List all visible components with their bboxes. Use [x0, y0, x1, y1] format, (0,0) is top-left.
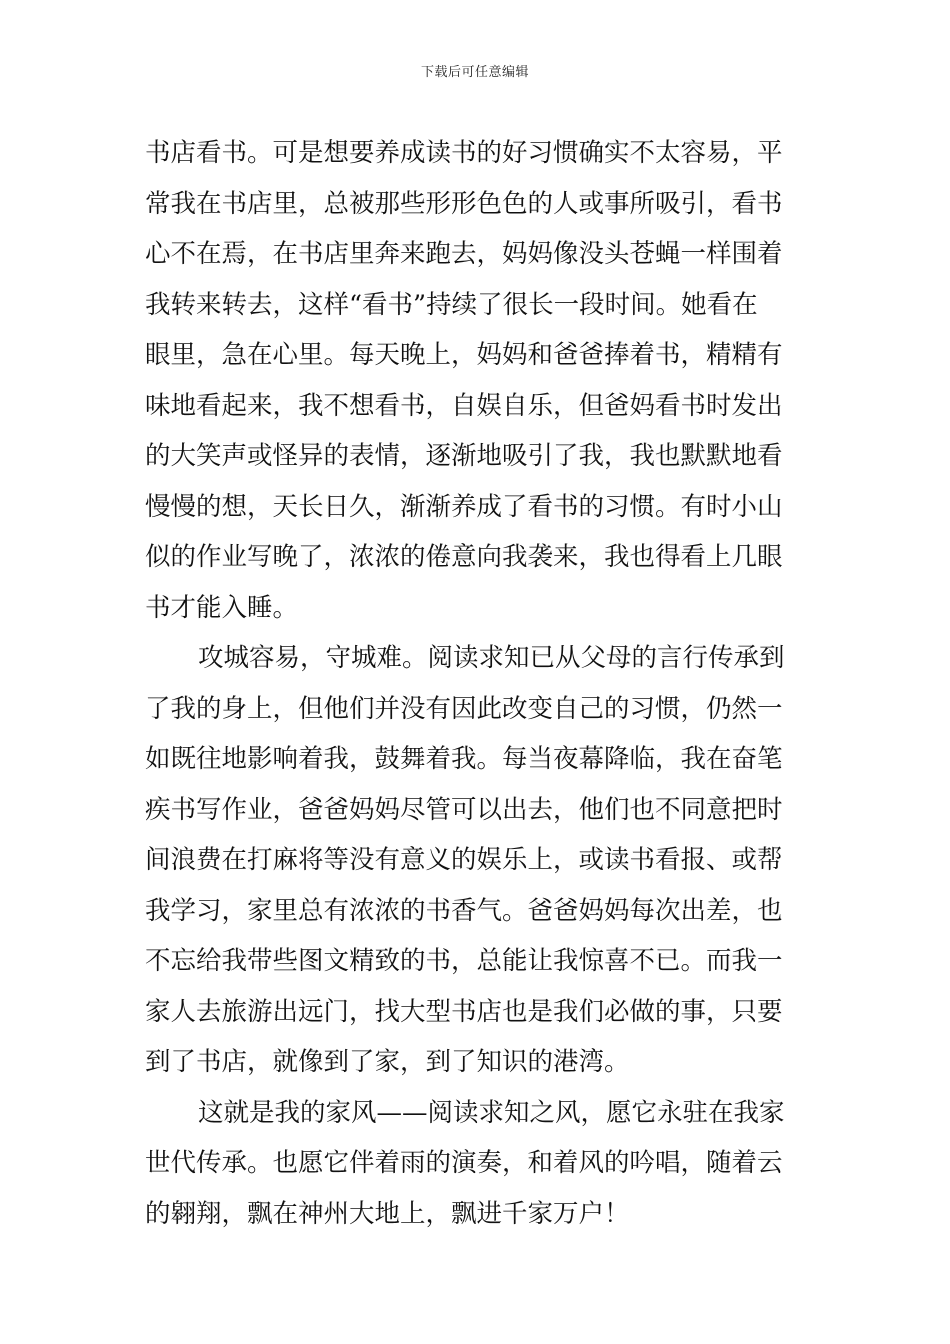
- text-line: 常我在书店里，总被那些形形色色的人或事所吸引，看书: [145, 188, 783, 219]
- text-line: 似的作业写晚了，浓浓的倦意向我袭来，我也得看上几眼: [145, 542, 783, 572]
- text-line: 的大笑声或怪异的表情，逐渐地吸引了我，我也默默地看: [145, 441, 783, 471]
- paragraph-first-line: 这就是我的家风——阅读求知之风，愿它永驻在我家: [198, 1097, 785, 1128]
- text-line: 我学习，家里总有浓浓的书香气。爸爸妈妈每次出差，也: [145, 895, 783, 926]
- text-line: 书店看书。可是想要养成读书的好习惯确实不太容易，平: [145, 138, 783, 168]
- text-line: 疾书写作业，爸爸妈妈尽管可以出去，他们也不同意把时: [145, 794, 783, 825]
- text-line: 到了书店，就像到了家，到了知识的港湾。: [145, 1047, 630, 1077]
- text-line: 了我的身上，但他们并没有因此改变自己的习惯，仍然一: [145, 693, 783, 724]
- text-line: 如既往地影响着我，鼓舞着我。每当夜幕降临，我在奋笔: [145, 744, 783, 774]
- paragraph-first-line: 攻城容易，守城难。阅读求知已从父母的言行传承到: [198, 643, 785, 673]
- text-line: 眼里，急在心里。每天晚上，妈妈和爸爸捧着书，精精有: [145, 340, 783, 370]
- text-line: 家人去旅游出远门，找大型书店也是我们必做的事，只要: [145, 996, 783, 1027]
- text-line: 书才能入睡。: [145, 592, 299, 623]
- page-header: 下载后可任意编辑: [420, 65, 529, 80]
- body-text: [145, 128, 805, 1239]
- text-line: 世代传承。也愿它伴着雨的演奏，和着风的吟唱，随着云: [145, 1148, 783, 1178]
- text-line: 慢慢的想，天长日久，渐渐养成了看书的习惯。有时小山: [145, 491, 783, 522]
- text-line: 间浪费在打麻将等没有意义的娱乐上，或读书看报、或帮: [145, 845, 783, 875]
- text-line: 心不在焉，在书店里奔来跑去，妈妈像没头苍蝇一样围着: [145, 239, 783, 269]
- text-line: 不忘给我带些图文精致的书，总能让我惊喜不已。而我一: [145, 946, 783, 976]
- text-line: 的翱翔，飘在神州大地上，飘进千家万户！: [145, 1198, 630, 1229]
- text-line: 我转来转去，这样“看书”持续了很长一段时间。她看在: [145, 289, 758, 320]
- text-line: 味地看起来，我不想看书，自娱自乐，但爸妈看书时发出: [145, 390, 783, 421]
